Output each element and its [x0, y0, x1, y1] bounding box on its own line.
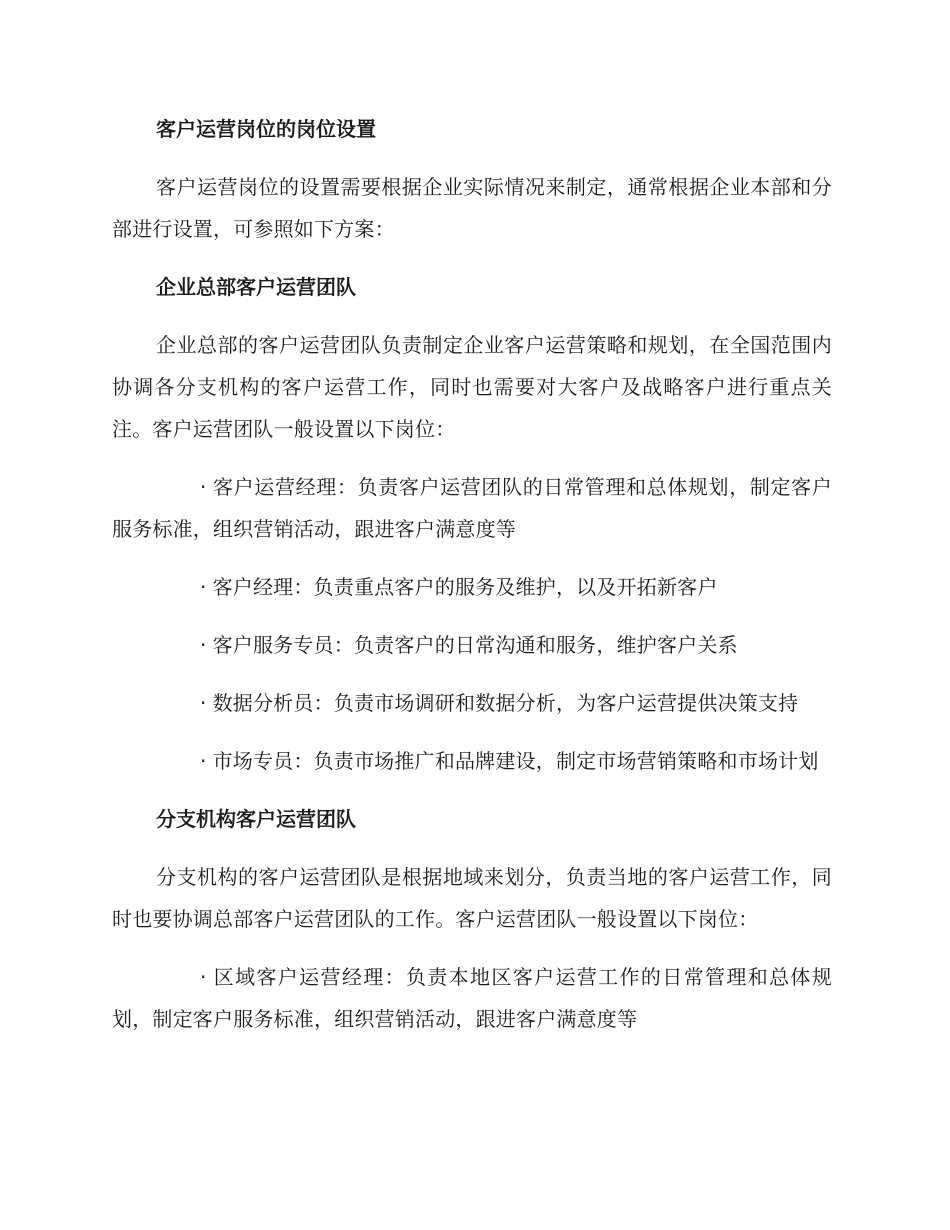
list-item-text: 客户运营经理：负责客户运营团队的日常管理和总体规划，制定客户服务标准，组织营销活动，跟进客户满意度等	[112, 475, 832, 541]
list-item-text: 客户服务专员：负责客户的日常沟通和服务，维护客户关系	[212, 633, 738, 657]
bullet-marker: ·	[200, 633, 207, 657]
list-item-text: 区域客户运营经理：负责本地区客户运营工作的日常管理和总体规划，制定客户服务标准，组织营销活动，跟进客户满意度等	[112, 965, 832, 1031]
list-item-text: 客户经理：负责重点客户的服务及维护，以及开拓新客户	[212, 575, 718, 599]
list-item-text: 数据分析员：负责市场调研和数据分析，为客户运营提供决策支持	[212, 691, 799, 715]
headquarters-paragraph: 企业总部的客户运营团队负责制定企业客户运营策略和规划，在全国范围内协调各分支机构的客户运营工作，同时也需要对大客户及战略客户进行重点关注。客户运营团队一般设置以下岗位：	[112, 333, 832, 441]
list-item-text: 市场专员：负责市场推广和品牌建设，制定市场营销策略和市场计划	[212, 749, 819, 773]
bullet-marker: ·	[200, 575, 207, 599]
list-item	[112, 624, 832, 666]
list-item	[112, 466, 832, 550]
section-heading-post-setup: 客户运营岗位的岗位设置	[156, 117, 376, 141]
list-item	[112, 956, 832, 1040]
bullet-marker: ·	[200, 749, 207, 773]
branch-paragraph: 分支机构的客户运营团队是根据地域来划分，负责当地的客户运营工作，同时也要协调总部客户运营团队的工作。客户运营团队一般设置以下岗位：	[112, 865, 832, 931]
document-page	[112, 108, 832, 1056]
section-heading-branch-team: 分支机构客户运营团队	[156, 807, 356, 831]
list-item	[112, 740, 832, 782]
bullet-marker: ·	[200, 691, 207, 715]
bullet-marker: ·	[200, 475, 207, 499]
list-item	[112, 682, 832, 724]
section-heading-headquarters-team: 企业总部客户运营团队	[156, 275, 356, 299]
bullet-marker: ·	[200, 965, 207, 989]
intro-paragraph: 客户运营岗位的设置需要根据企业实际情况来制定，通常根据企业本部和分部进行设置，可参照如下方案：	[112, 175, 832, 241]
list-item	[112, 566, 832, 608]
